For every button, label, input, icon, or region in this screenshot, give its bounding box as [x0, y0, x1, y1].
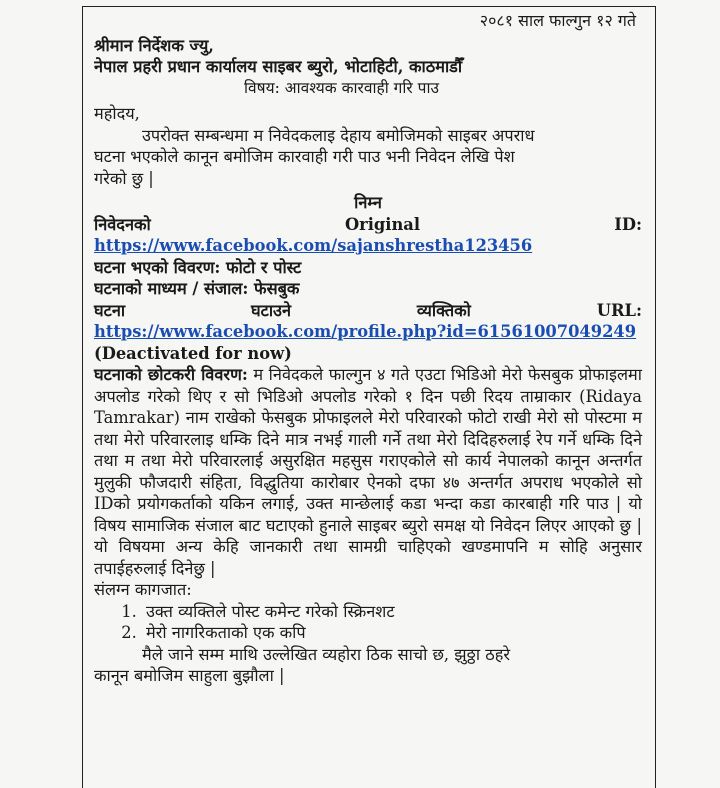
greeting: महोदय,: [94, 104, 140, 123]
applicant-id-row: [94, 214, 642, 236]
perp-word-4: URL:: [596, 300, 642, 320]
intro-line-1: उपरोक्त सम्बन्धमा म निवेदकलाइ देहाय बमोजिमको साइबर अपराध: [142, 125, 535, 145]
attachment-item: 2. मेरो नागरिकताको एक कपि: [142, 622, 642, 644]
applicant-label: निवेदनको: [94, 214, 151, 234]
attachments-label: संलग्न कागजात:: [94, 580, 192, 599]
attachment-item: 1. उक्त व्यक्तिले पोस्ट कमेन्ट गरेको स्क्रिनशट: [142, 601, 642, 623]
attachments-list: [94, 601, 642, 644]
deactivated-note: (Deactivated for now): [94, 343, 292, 363]
intro-line-2: घटना भएकोले कानून बमोजिम कारवाही गरी पाउ भनी निवेदन लेखि पेश: [94, 147, 515, 166]
incident-medium: घटनाको माध्यम / संजाल: फेसबुक: [94, 279, 300, 298]
incident-detail: घटना भएको विवरण: फोटो र पोस्ट: [94, 257, 302, 277]
id-label: ID:: [614, 214, 642, 234]
perpetrator-url-row: [94, 300, 642, 322]
letter-body: [94, 10, 642, 687]
summary-text: म निवेदकले फाल्गुन ४ गते एउटा भिडिओ मेरो फेसबुक प्रोफाइलमा अपलोड गरेको थिए र सो भिडिओ अपलोड गरेको १ दिन पछी रिदय ताम्राकार (Ridaya Tamrakar) नाम राखेको फेसबुक प्रोफाइलले मेरो परिवारको फोटो राखी मेरो सो पोस्टमा म तथा मेरो परिवारलाइ धम्कि दिने मात्र नभई गाली गर्ने तथा मेरो दिदिहरुलाई रेप गर्ने धम्कि दिने तथा म तथा मेरो परिवारलाई असुरक्षित महसुस गराएकोले सो कार्य नेपालको कानून अन्तर्गत मुलुकी फौजदारी संहिता, विद्धुतिया कारोबार ऐनको दफा ४७ अन्तर्गत अपराध भएकोले सो IDको प्रयोगकर्ताको यकिन लगाई, उक्त मान्छेलाई कडा भन्दा कडा कारबाही गरि पाउ | यो विषय सामाजिक संजाल बाट घटाएको हुनाले साइबर ब्युरो समक्ष यो निवेदन लिएर आएको छु | यो विषयमा अन्य केहि जानकारी तथा सामग्री चाहिएको खण्डमापनि म सोहि अनुसार तपाईहरुलाई दिनेछु |: [94, 365, 642, 578]
perp-word-1: घटना: [94, 300, 126, 320]
perp-word-3: व्यक्तिको: [416, 300, 471, 320]
nimna-heading: निम्न: [354, 193, 382, 212]
letter-date: २०८१ साल फाल्गुन १२ गते: [479, 11, 636, 30]
applicant-url-link[interactable]: https://www.facebook.com/sajanshrestha123456: [94, 236, 533, 255]
declaration-line-2: कानून बमोजिम साहुला बुझौला |: [94, 666, 285, 685]
summary-label: घटनाको छोटकरी विवरण:: [94, 365, 248, 384]
recipient-address: नेपाल प्रहरी प्रधान कार्यालय साइबर ब्युरो, भोटाहिटी, काठमाडौँ: [94, 57, 463, 76]
recipient-title: श्रीमान निर्देशक ज्यु,: [94, 35, 214, 55]
summary-paragraph: [94, 364, 642, 579]
perpetrator-url-link[interactable]: https://www.facebook.com/profile.php?id=61561007049249: [94, 322, 637, 341]
declaration-line-1: मैले जाने सम्म माथि उल्लेखित व्यहोरा ठिक साचो छ, झुठ्ठा ठहरे: [142, 644, 511, 664]
letter-subject: विषय: आवश्यक कारवाही गरि पाउ: [244, 78, 439, 97]
original-label: Original: [344, 214, 421, 234]
perp-word-2: घटाउने: [251, 300, 292, 320]
intro-line-3: गरेको छु |: [94, 168, 154, 188]
